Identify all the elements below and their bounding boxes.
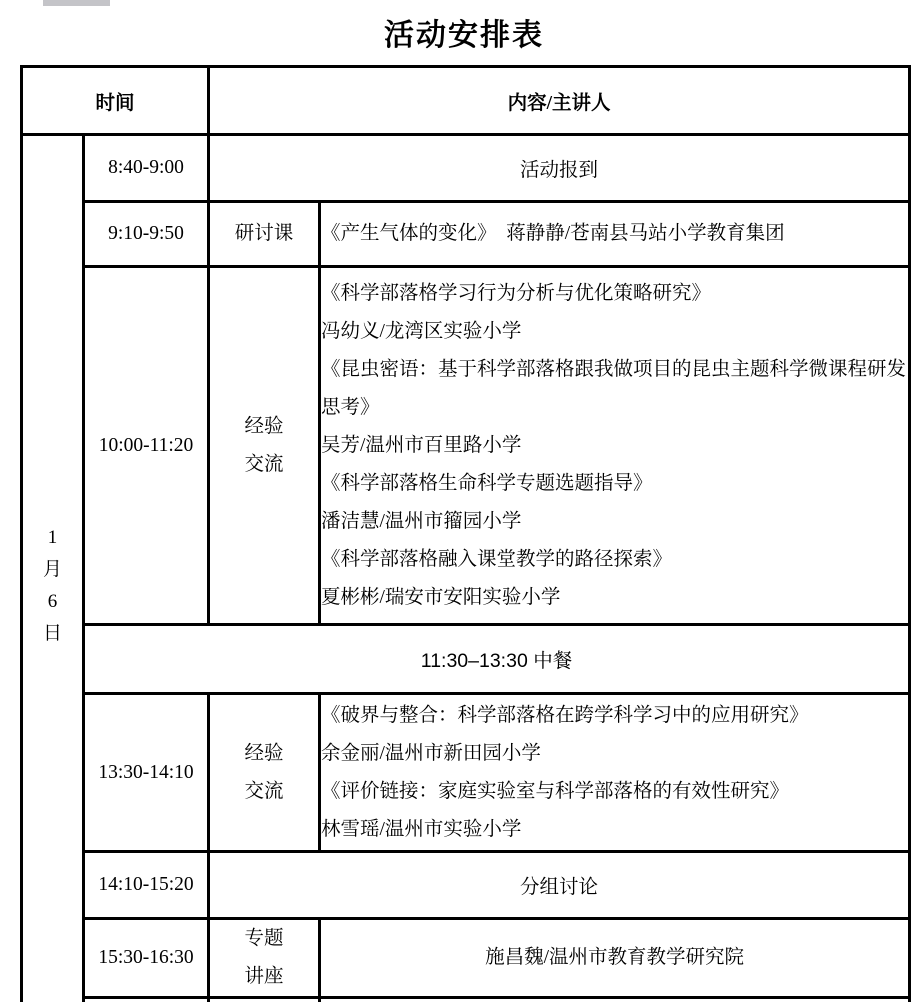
time-cell: 10:00-11:20 [84,267,209,625]
time-cell: 8:40-9:00 [84,135,209,202]
header-content-cell: 内容/主讲人 [209,67,910,135]
content-cell [320,202,910,267]
date-cell [22,135,84,1002]
content-line: 《评价链接：家庭实验室与科学部落格的有效性研究》 [321,780,790,802]
content-line: 林雪瑶/温州市实验小学 [321,818,522,840]
session-type-cell [209,202,320,267]
session-type-cell [209,267,320,625]
session-type-line: 研讨课 [234,223,294,244]
content-line: 《产生气体的变化》 蒋静静/苍南县马站小学教育集团 [321,223,785,244]
page-title: 活动安排表 [384,19,544,52]
content-line: 《科学部落格生命科学专题选题指导》 [321,472,653,494]
session-type-cell [209,919,320,998]
date-char: 1 [47,527,58,548]
session-type-line: 交流 [244,780,284,802]
table-row-seminar [22,202,910,267]
table-header-row [22,67,910,135]
content-line: 吴芳/温州市百里路小学 [321,434,522,456]
time-cell [84,998,209,1002]
content-cell [320,998,910,1002]
activity-cell: 分组讨论 [209,852,910,919]
date-char: 6 [47,591,58,612]
content-cell [320,694,910,852]
content-line: 冯幼义/龙湾区实验小学 [321,320,522,342]
content-line: 潘洁慧/温州市籀园小学 [321,510,522,532]
session-type-line: 讲座 [244,966,284,987]
session-type-line: 交流 [244,453,284,475]
time-cell: 15:30-16:30 [84,919,209,998]
lunch-cell: 11:30–13:30 中餐 [84,625,910,694]
content-line: 余金丽/温州市新田园小学 [321,742,541,764]
session-type-line: 专题 [244,928,284,949]
session-type-cell [209,694,320,852]
table-row-registration [22,135,910,202]
content-cell [320,919,910,998]
activity-cell: 活动报到 [209,135,910,202]
content-line: 夏彬彬/瑞安市安阳实验小学 [321,586,561,608]
header-time-cell: 时间 [22,67,209,135]
table-row-discussion [22,852,910,919]
time-cell: 13:30-14:10 [84,694,209,852]
session-type-line: 经验 [244,415,284,437]
date-char: 日 [42,623,62,644]
date-char: 月 [42,559,62,580]
schedule-table [20,65,911,1002]
table-row-partial [22,998,910,1002]
table-row-exchange-am [22,267,910,625]
scrollbar-artifact [43,0,110,6]
content-line: 施昌魏/温州市教育教学研究院 [485,947,744,968]
session-type-line: 经验 [244,742,284,764]
content-line: 《科学部落格融入课堂教学的路径探索》 [321,548,673,570]
content-cell [320,267,910,625]
table-row-lecture [22,919,910,998]
session-type-cell [209,998,320,1002]
content-line: 《破界与整合：科学部落格在跨学科学习中的应用研究》 [321,704,809,726]
table-row-lunch [22,625,910,694]
time-cell: 14:10-15:20 [84,852,209,919]
content-line: 《昆虫密语：基于科学部落格跟我做项目的昆虫主题科学微课程研发思考》 [321,358,907,418]
time-cell: 9:10-9:50 [84,202,209,267]
content-line: 《科学部落格学习行为分析与优化策略研究》 [321,282,712,304]
table-row-exchange-pm [22,694,910,852]
